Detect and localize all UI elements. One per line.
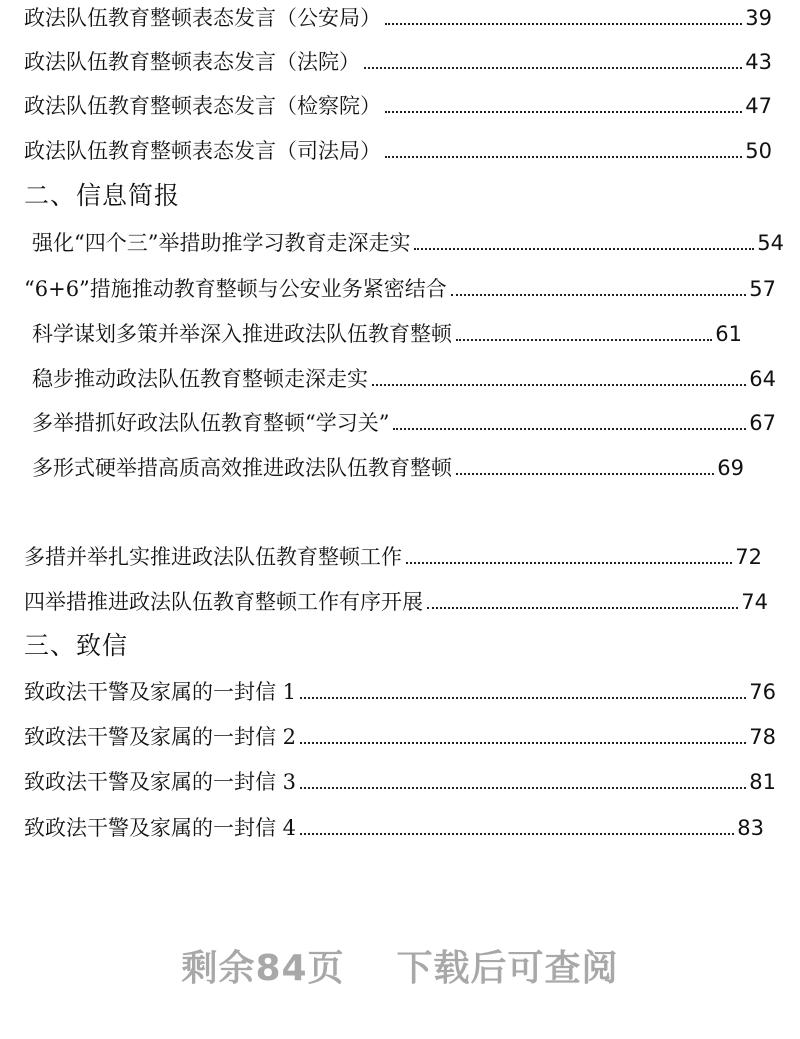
toc-entry[interactable] <box>24 723 776 751</box>
toc-entry-page: 72 <box>735 545 762 569</box>
toc-entry-title: “6+6”措施推动教育整顿与公安业务紧密结合 <box>24 277 447 301</box>
toc-entry[interactable] <box>24 678 776 706</box>
toc-entry[interactable] <box>24 543 762 571</box>
toc-leader-dots <box>406 562 732 564</box>
download-to-read-label: 下载后可查阅 <box>396 948 619 989</box>
toc-leader-dots <box>414 248 754 250</box>
toc-leader-dots <box>393 428 746 430</box>
toc-entry-page: 76 <box>749 680 776 704</box>
toc-leader-dots <box>385 156 742 158</box>
toc-entry[interactable] <box>24 814 764 842</box>
toc-entry-title: 多措并举扎实推进政法队伍教育整顿工作 <box>24 545 402 569</box>
remaining-pages-label: 剩余84页 <box>181 948 345 989</box>
toc-entry-title: 科学谋划多策并举深入推进政法队伍教育整顿 <box>32 322 452 346</box>
toc-entry[interactable] <box>32 229 784 257</box>
toc-entry-title: 强化“四个三”举措助推学习教育走深走实 <box>32 231 411 255</box>
toc-entry-title: 致政法干警及家属的一封信 2 <box>24 725 297 749</box>
toc-leader-dots <box>300 833 734 835</box>
toc-entry[interactable] <box>24 768 776 796</box>
toc-entry-page: 61 <box>715 322 742 346</box>
toc-entry-title: 致政法干警及家属的一封信 4 <box>24 816 297 840</box>
toc-entry[interactable] <box>32 454 744 482</box>
toc-leader-dots <box>456 339 712 341</box>
toc-entry[interactable] <box>32 409 776 437</box>
toc-entry-title: 四举措推进政法队伍教育整顿工作有序开展 <box>24 590 423 614</box>
toc-entry[interactable] <box>32 365 776 393</box>
toc-entry-page: 69 <box>717 456 744 480</box>
section-heading-briefings: 二、信息简报 <box>24 181 181 210</box>
section-heading-letters: 三、致信 <box>24 631 129 660</box>
remaining-pages-notice <box>0 940 800 991</box>
toc-entry-page: 50 <box>745 139 772 163</box>
toc-entry-page: 83 <box>737 816 764 840</box>
toc-entry-page: 39 <box>745 6 772 30</box>
toc-entry[interactable] <box>24 48 772 76</box>
toc-entry-title: 稳步推动政法队伍教育整顿走深走实 <box>32 367 368 391</box>
toc-entry-title: 政法队伍教育整顿表态发言（检察院） <box>24 94 381 118</box>
toc-leader-dots <box>364 67 742 69</box>
toc-entry-title: 致政法干警及家属的一封信 3 <box>24 770 297 794</box>
toc-entry-title: 政法队伍教育整顿表态发言（公安局） <box>24 6 381 30</box>
toc-entry[interactable] <box>24 275 776 303</box>
toc-entry-page: 54 <box>757 231 784 255</box>
toc-entry-page: 74 <box>741 590 768 614</box>
toc-entry-page: 57 <box>749 277 776 301</box>
toc-entry-page: 81 <box>749 770 776 794</box>
toc-leader-dots <box>372 384 746 386</box>
toc-leader-dots <box>385 23 742 25</box>
toc-entry[interactable] <box>24 4 772 32</box>
toc-entry-page: 47 <box>745 94 772 118</box>
toc-entry[interactable] <box>24 92 772 120</box>
toc-entry-title: 致政法干警及家属的一封信 1 <box>24 680 297 704</box>
toc-entry-page: 43 <box>745 50 772 74</box>
toc-entry[interactable] <box>24 588 768 616</box>
toc-leader-dots <box>300 787 746 789</box>
toc-entry[interactable] <box>24 137 772 165</box>
toc-entry-title: 政法队伍教育整顿表态发言（司法局） <box>24 139 381 163</box>
toc-leader-dots <box>385 111 742 113</box>
toc-entry-page: 78 <box>749 725 776 749</box>
toc-leader-dots <box>427 607 738 609</box>
toc-entry[interactable] <box>32 320 742 348</box>
toc-entry-title: 政法队伍教育整顿表态发言（法院） <box>24 50 360 74</box>
toc-entry-title: 多形式硬举措高质高效推进政法队伍教育整顿 <box>32 456 452 480</box>
toc-entry-page: 64 <box>749 367 776 391</box>
toc-leader-dots <box>451 294 746 296</box>
toc-entry-title: 多举措抓好政法队伍教育整顿“学习关” <box>32 411 390 435</box>
toc-entry-page: 67 <box>749 411 776 435</box>
toc-leader-dots <box>300 697 746 699</box>
toc-leader-dots <box>300 742 746 744</box>
toc-leader-dots <box>456 473 714 475</box>
